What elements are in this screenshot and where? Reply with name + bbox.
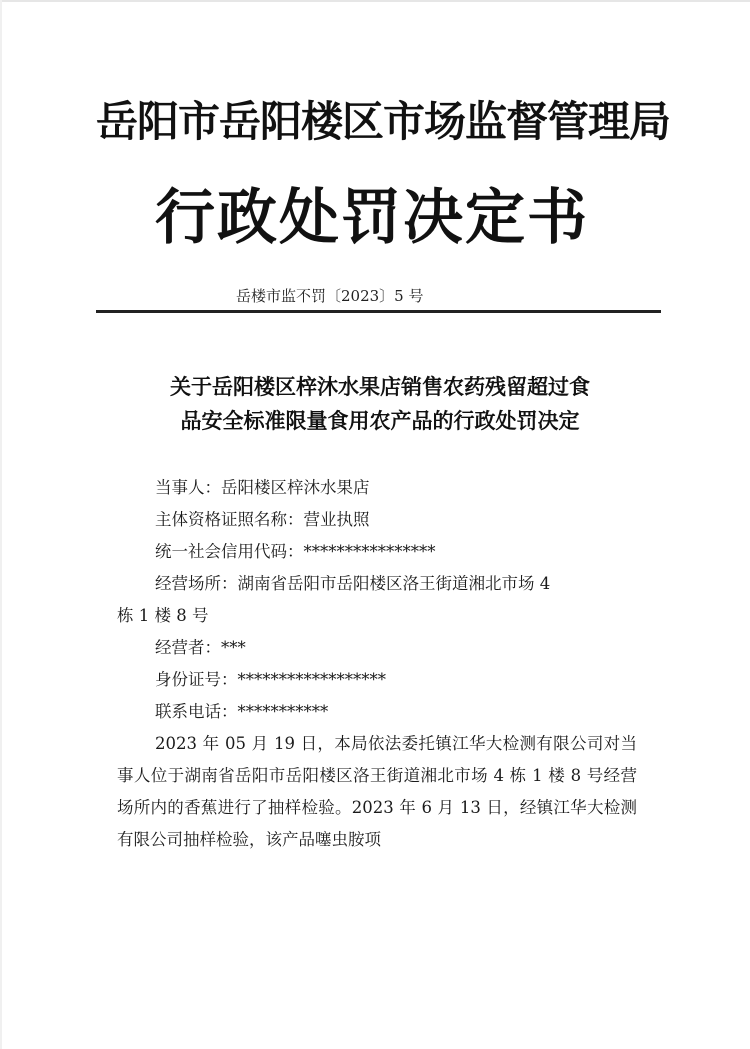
party-field: 当事人：岳阳楼区梓沐水果店 — [155, 478, 370, 497]
license-name-field: 主体资格证照名称：营业执照 — [155, 510, 370, 529]
premises-field-line-2: 栋 1 楼 8 号 — [117, 606, 209, 625]
subject-title-line-1: 关于岳阳楼区梓沐水果店销售农药残留超过食 — [170, 375, 590, 399]
credit-code-field: 统一社会信用代码：**************** — [155, 542, 436, 561]
decision-subject-title — [100, 370, 660, 438]
agency-title: 岳阳市岳阳楼区市场监督管理局 — [96, 97, 671, 146]
document-type-title: 行政处罚决定书 — [155, 183, 589, 253]
id-number-field: 身份证号：****************** — [155, 670, 386, 689]
document-body — [117, 472, 637, 856]
subject-title-line-2: 品安全标准限量食用农产品的行政处罚决定 — [180, 409, 580, 433]
scan-top-edge — [0, 0, 750, 2]
header-divider — [96, 310, 661, 313]
premises-field-line-1: 经营场所：湖南省岳阳市岳阳楼区洛王街道湘北市场 4 — [155, 574, 551, 593]
phone-field: 联系电话：*********** — [155, 702, 329, 721]
operator-field: 经营者：*** — [155, 638, 246, 657]
scan-left-edge — [0, 0, 2, 1049]
body-paragraph: 2023 年 05 月 19 日，本局依法委托镇江华大检测有限公司对当事人位于湖南省岳阳市岳阳楼区洛王街道湘北市场 4 栋 1 楼 8 号经营场所内的香蕉进行了抽样检验。2023 年 6 月 13 日，经镇江华大检测有限公司抽样检验，该产品噻虫胺项 — [117, 734, 637, 849]
document-number: 岳楼市监不罚〔2023〕5 号 — [236, 287, 424, 305]
